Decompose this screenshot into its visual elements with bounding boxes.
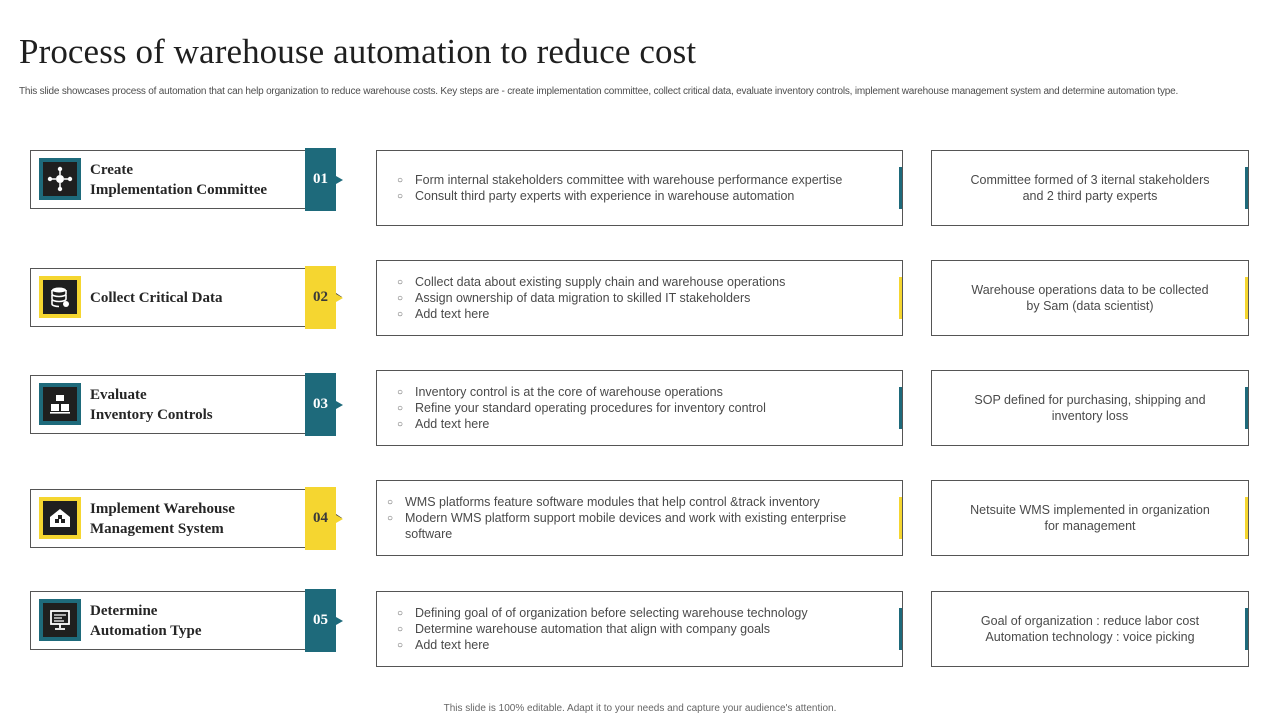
accent-edge xyxy=(899,608,902,650)
circle-bullet-icon: ○ xyxy=(397,277,404,288)
step-outcome-box-02 xyxy=(931,260,1249,336)
details-list xyxy=(377,274,799,322)
step-card-05 xyxy=(30,591,336,650)
detail-item xyxy=(397,621,808,637)
detail-item xyxy=(397,274,785,290)
committee-network-icon xyxy=(43,162,77,196)
circle-bullet-icon: ○ xyxy=(387,513,394,524)
accent-edge xyxy=(1245,167,1248,209)
details-list xyxy=(377,605,822,653)
step-icon-frame xyxy=(39,383,81,425)
detail-text: Add text here xyxy=(415,638,490,652)
step-outcome-box-01 xyxy=(931,150,1249,226)
detail-item xyxy=(397,416,766,432)
step-card-03 xyxy=(30,375,336,434)
detail-text: Determine warehouse automation that align with company goals xyxy=(415,622,771,636)
detail-item xyxy=(397,172,842,188)
step-card-02 xyxy=(30,268,336,327)
accent-edge xyxy=(1245,387,1248,429)
step-icon-frame xyxy=(39,599,81,641)
detail-item xyxy=(397,290,785,306)
circle-bullet-icon: ○ xyxy=(397,191,404,202)
detail-item xyxy=(397,637,808,653)
detail-text: Modern WMS platform support mobile devices and work with existing enterprise software xyxy=(405,511,847,541)
accent-edge xyxy=(1245,277,1248,319)
step-details-box-04 xyxy=(376,480,903,556)
detail-text: Assign ownership of data migration to skilled IT stakeholders xyxy=(415,291,751,305)
step-label: Implement Warehouse Management System xyxy=(90,500,235,537)
detail-item xyxy=(397,605,808,621)
page-subtitle: This slide showcases process of automation that can help organization to reduce warehouse costs. Key steps are - create implementation committee, collect critical data, evaluate inventory controls, implement warehouse management system and determine automation type. xyxy=(19,86,1179,97)
step-number-badge: 05 xyxy=(305,589,336,652)
page-title: Process of warehouse automation to reduce cost xyxy=(19,32,697,71)
step-icon-frame xyxy=(39,276,81,318)
circle-bullet-icon: ○ xyxy=(387,497,394,508)
accent-edge xyxy=(899,497,902,539)
circle-bullet-icon: ○ xyxy=(397,403,404,414)
warehouse-icon xyxy=(43,501,77,535)
detail-item xyxy=(397,306,785,322)
circle-bullet-icon: ○ xyxy=(397,419,404,430)
footer-note: This slide is 100% editable. Adapt it to your needs and capture your audience's attention. xyxy=(443,703,837,714)
outcome-text: Netsuite WMS implemented in organization for management xyxy=(970,503,1210,533)
details-list xyxy=(377,494,902,542)
detail-item xyxy=(397,188,842,204)
step-label: Evaluate Inventory Controls xyxy=(90,386,213,423)
accent-edge xyxy=(899,277,902,319)
detail-text: Consult third party experts with experience in warehouse automation xyxy=(415,189,795,203)
inventory-boxes-icon xyxy=(43,387,77,421)
step-outcome-box-05 xyxy=(931,591,1249,667)
outcome-text: Goal of organization : reduce labor cost Automation technology : voice picking xyxy=(980,614,1200,644)
step-arrow-icon xyxy=(336,294,343,302)
step-arrow-icon xyxy=(336,401,343,409)
circle-bullet-icon: ○ xyxy=(397,293,404,304)
circle-bullet-icon: ○ xyxy=(397,309,404,320)
automation-screen-icon xyxy=(43,603,77,637)
accent-edge xyxy=(1245,497,1248,539)
details-list xyxy=(377,384,780,432)
detail-item xyxy=(397,384,766,400)
step-number-badge: 03 xyxy=(305,373,336,436)
step-arrow-icon xyxy=(336,515,343,523)
circle-bullet-icon: ○ xyxy=(397,387,404,398)
step-number-badge: 02 xyxy=(305,266,336,329)
detail-text: Inventory control is at the core of warehouse operations xyxy=(415,385,723,399)
step-details-box-02 xyxy=(376,260,903,336)
outcome-text: SOP defined for purchasing, shipping and inventory loss xyxy=(974,393,1206,423)
detail-item xyxy=(387,494,888,510)
step-number-badge: 04 xyxy=(305,487,336,550)
detail-item xyxy=(397,400,766,416)
outcome-text: Committee formed of 3 iternal stakeholders and 2 third party experts xyxy=(970,173,1210,203)
detail-text: WMS platforms feature software modules that help control &track inventory xyxy=(405,495,820,509)
step-details-box-01 xyxy=(376,150,903,226)
detail-text: Collect data about existing supply chain and warehouse operations xyxy=(415,275,786,289)
step-arrow-icon xyxy=(336,617,343,625)
detail-text: Add text here xyxy=(415,417,490,431)
step-icon-frame xyxy=(39,497,81,539)
circle-bullet-icon: ○ xyxy=(397,175,404,186)
detail-text: Add text here xyxy=(415,307,490,321)
step-arrow-icon xyxy=(336,176,343,184)
circle-bullet-icon: ○ xyxy=(397,640,404,651)
detail-text: Form internal stakeholders committee with warehouse performance expertise xyxy=(415,173,843,187)
outcome-text: Warehouse operations data to be collected by Sam (data scientist) xyxy=(971,283,1209,313)
step-outcome-box-04 xyxy=(931,480,1249,556)
circle-bullet-icon: ○ xyxy=(397,624,404,635)
step-outcome-box-03 xyxy=(931,370,1249,446)
detail-text: Defining goal of of organization before selecting warehouse technology xyxy=(415,606,808,620)
details-list xyxy=(377,172,856,204)
step-card-01 xyxy=(30,150,336,209)
circle-bullet-icon: ○ xyxy=(397,608,404,619)
step-card-04 xyxy=(30,489,336,548)
detail-text: Refine your standard operating procedures for inventory control xyxy=(415,401,766,415)
detail-item xyxy=(387,510,888,542)
step-number-badge: 01 xyxy=(305,148,336,211)
step-details-box-05 xyxy=(376,591,903,667)
database-icon xyxy=(43,280,77,314)
step-icon-frame xyxy=(39,158,81,200)
step-label: Determine Automation Type xyxy=(90,602,202,639)
accent-edge xyxy=(899,167,902,209)
step-label: Collect Critical Data xyxy=(90,289,223,306)
step-details-box-03 xyxy=(376,370,903,446)
accent-edge xyxy=(899,387,902,429)
step-label: Create Implementation Committee xyxy=(90,161,268,198)
accent-edge xyxy=(1245,608,1248,650)
